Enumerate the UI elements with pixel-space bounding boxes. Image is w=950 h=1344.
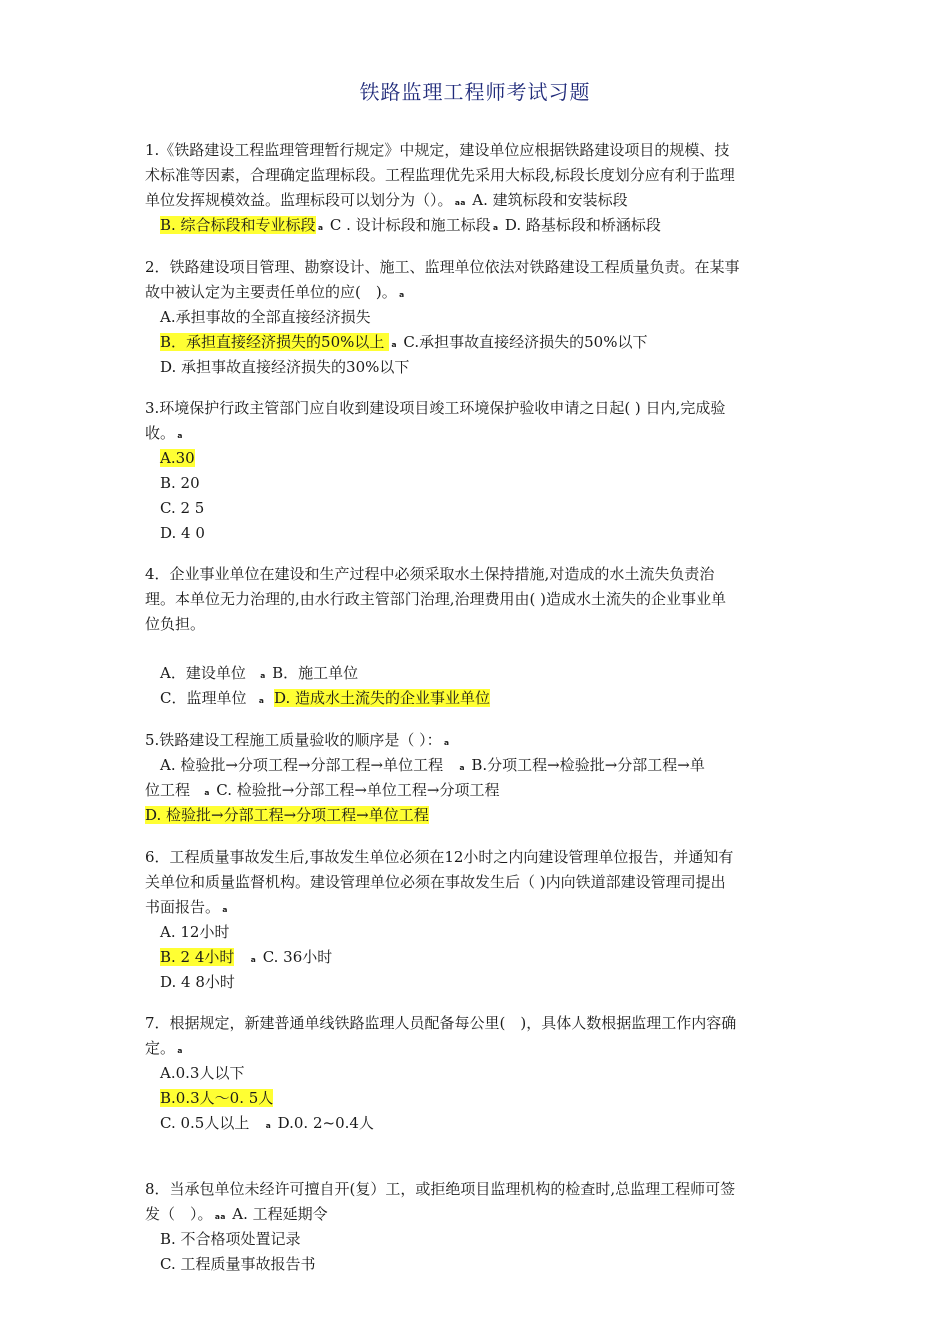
q4-option-b: B．施工单位 bbox=[267, 664, 359, 682]
paragraph-mark-icon: ₐ bbox=[250, 951, 256, 965]
paragraph-mark-icon: ₐ bbox=[459, 759, 465, 773]
q3-option-c: C. 2 5 bbox=[160, 499, 205, 517]
question-1 bbox=[145, 138, 815, 238]
q7-option-b-answer: B.0.3人～0. 5人 bbox=[160, 1089, 274, 1107]
question-2 bbox=[145, 255, 815, 380]
q2-option-c: C.承担事故直接经济损失的50%以下 bbox=[398, 333, 648, 351]
paragraph-mark-icon: ₐ bbox=[258, 692, 264, 706]
q7-line-1: 7．根据规定，新建普通单线铁路监理人员配备每公里( )，具体人数根据监理工作内容确 bbox=[145, 1014, 737, 1032]
q5-option-a: A. 检验批→分项工程→分部工程→单位工程 bbox=[160, 756, 444, 774]
q2-option-d: D. 承担事故直接经济损失的30%以下 bbox=[160, 358, 410, 376]
q8-line-2 bbox=[145, 1202, 815, 1227]
q8-line-1: 8．当承包单位未经许可擅自开(复）工，或拒绝项目监理机构的检查时,总监理工程师可签 bbox=[145, 1180, 736, 1198]
q5-line-1 bbox=[145, 728, 815, 753]
q2-stem-end: 故中被认定为主要责任单位的应( )。 bbox=[145, 283, 397, 301]
paragraph-mark-icon: ₐ bbox=[222, 901, 228, 915]
q4-options-line-1 bbox=[145, 661, 815, 686]
q5-option-c: C. 检验批→分部工程→单位工程→分项工程 bbox=[211, 781, 500, 799]
q7-option-a: A.0.3人以下 bbox=[160, 1064, 245, 1082]
q6-stem-end: 书面报告。 bbox=[145, 898, 221, 916]
question-8 bbox=[145, 1177, 815, 1277]
q1-line-2: 术标准等因素，合理确定监理标段。工程监理优先采用大标段,标段长度划分应有利于监理 bbox=[145, 166, 735, 184]
q4-line-3: 位负担。 bbox=[145, 615, 206, 633]
paragraph-mark-icon: ₐ bbox=[391, 336, 397, 350]
q2-line-2 bbox=[145, 280, 815, 305]
q2-line-1: 2．铁路建设项目管理、勘察设计、施工、监理单位依法对铁路建设工程质量负责。在某事 bbox=[145, 258, 740, 276]
q2-option-a: A.承担事故的全部直接经济损失 bbox=[160, 308, 371, 326]
q5-option-b-end: 位工程 bbox=[145, 781, 191, 799]
q1-options-line bbox=[145, 213, 815, 238]
q6-options-line bbox=[145, 945, 815, 970]
q7-options-line bbox=[145, 1111, 815, 1136]
q5-line-4 bbox=[145, 803, 815, 828]
q8-stem-end: 发（ ）。 bbox=[145, 1205, 213, 1223]
question-3 bbox=[145, 396, 815, 546]
q6-line-1: 6．工程质量事故发生后,事故发生单位必须在12小时之内向建设管理单位报告，并通知有 bbox=[145, 848, 734, 866]
q7-option-d: D.0. 2~0.4人 bbox=[272, 1114, 374, 1132]
q1-line-3 bbox=[145, 188, 815, 213]
q8-option-b: B. 不合格项处置记录 bbox=[160, 1230, 301, 1248]
page-title: 铁路监理工程师考试习题 bbox=[359, 80, 591, 104]
q6-option-d: D. 4 8小时 bbox=[160, 973, 235, 991]
q3-option-b: B. 20 bbox=[160, 474, 200, 492]
q8-option-a: A. 工程延期令 bbox=[227, 1205, 328, 1223]
q3-stem-end: 收。 bbox=[145, 424, 176, 442]
paragraph-mark-icon: ₐ bbox=[177, 1042, 183, 1056]
paragraph-mark-icon: ₐ bbox=[177, 427, 183, 441]
q3-option-a-answer: A.30 bbox=[160, 449, 195, 467]
q1-option-c: C . 设计标段和施工标段 bbox=[325, 216, 491, 234]
q7-option-c: C. 0.5人以上 bbox=[160, 1114, 250, 1132]
q7-stem-end: 定。 bbox=[145, 1039, 176, 1057]
paragraph-mark-icon: ₐ bbox=[204, 784, 210, 798]
paragraph-mark-icon: ₐ bbox=[398, 286, 405, 300]
paragraph-mark-icon: ₐ bbox=[259, 667, 266, 681]
q4-line-2: 理。本单位无力治理的,由水行政主管部门治理,治理费用由( )造成水土流失的企业事业单 bbox=[145, 590, 727, 608]
paragraph-mark-icon: ₐ bbox=[492, 219, 499, 233]
q2-option-b-answer: B．承担直接经济损失的50%以上 bbox=[160, 333, 390, 351]
q5-line-3 bbox=[145, 778, 815, 803]
q6-option-a: A. 12小时 bbox=[160, 923, 230, 941]
q8-option-c: C. 工程质量事故报告书 bbox=[160, 1255, 316, 1273]
q3-line-2 bbox=[145, 421, 815, 446]
q3-line-1: 3.环境保护行政主管部门应自收到建设项目竣工环境保护验收申请之日起( ) 日内,完成验 bbox=[145, 399, 726, 417]
q6-line-3 bbox=[145, 895, 815, 920]
q4-option-a: A．建设单位 bbox=[160, 664, 246, 682]
q4-option-c: C．监理单位 bbox=[160, 689, 247, 707]
q3-option-a-line bbox=[145, 446, 815, 471]
paragraph-mark-icon: ₐ bbox=[443, 734, 450, 748]
q6-option-c: C. 36小时 bbox=[257, 948, 333, 966]
paragraph-mark-icon: ₐₐ bbox=[454, 194, 466, 208]
q7-line-2 bbox=[145, 1036, 815, 1061]
q4-option-d-answer: D. 造成水土流失的企业事业单位 bbox=[273, 689, 491, 707]
question-4-options bbox=[145, 661, 815, 711]
q6-line-2: 关单位和质量监督机构。建设管理单位必须在事故发生后（ )内向铁道部建设管理司提出 bbox=[145, 873, 726, 891]
q2-options-line bbox=[145, 330, 815, 355]
q7-option-b-line bbox=[145, 1086, 815, 1111]
question-5 bbox=[145, 728, 815, 828]
paragraph-mark-icon: ₐ bbox=[317, 219, 324, 233]
question-4 bbox=[145, 562, 815, 637]
q1-line-1: 1.《铁路建设工程监理管理暂行规定》中规定，建设单位应根据铁路建设项目的规模、技 bbox=[145, 141, 730, 159]
q4-line-1: 4．企业事业单位在建设和生产过程中必须采取水土保持措施,对造成的水土流失负责治 bbox=[145, 565, 715, 583]
paragraph-mark-icon: ₐ bbox=[265, 1117, 271, 1131]
q6-option-b-answer: B. 2 4小时 bbox=[160, 948, 235, 966]
q5-option-d-answer: D. 检验批→分部工程→分项工程→单位工程 bbox=[145, 806, 429, 824]
q1-stem-end: 单位发挥规模效益。监理标段可以划分为（）。 bbox=[145, 191, 453, 209]
q1-option-d: D. 路基标段和桥涵标段 bbox=[500, 216, 661, 234]
question-6 bbox=[145, 845, 815, 995]
q1-option-a: A. 建筑标段和安装标段 bbox=[467, 191, 628, 209]
paragraph-mark-icon: ₐₐ bbox=[214, 1208, 226, 1222]
q5-line-2 bbox=[145, 753, 815, 778]
q4-options-line-2 bbox=[145, 686, 815, 711]
q5-option-b: B.分项工程→检验批→分部工程→单 bbox=[466, 756, 705, 774]
q3-option-d: D. 4 0 bbox=[160, 524, 205, 542]
q1-option-b-answer: B. 综合标段和专业标段 bbox=[160, 216, 316, 234]
q5-stem: 5.铁路建设工程施工质量验收的顺序是（ ）： bbox=[145, 731, 442, 749]
question-7 bbox=[145, 1011, 815, 1136]
